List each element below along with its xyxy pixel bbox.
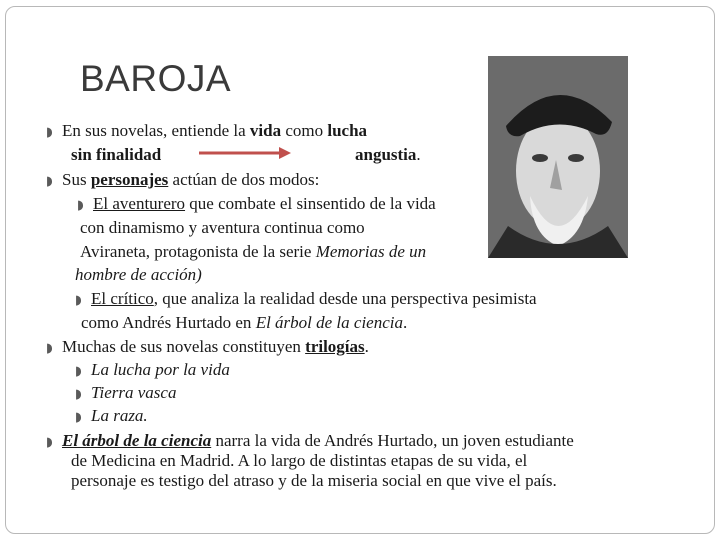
text: , que analiza la realidad desde una perspectiva pesimista [153, 289, 537, 308]
bullet-icon: ◗ [46, 125, 53, 140]
bullet-icon: ◗ [46, 174, 53, 189]
bold-text: lucha [327, 121, 368, 140]
trilogy-item-3 [75, 406, 148, 428]
bullet-icon: ◗ [75, 387, 82, 402]
text: narra la vida de Andrés Hurtado, un joven estudiante [211, 431, 574, 450]
bold-underlined-text: personajes [90, 170, 169, 189]
bullet-icon: ◗ [46, 435, 53, 450]
trilogy-item-2 [75, 383, 176, 405]
bullet-icon: ◗ [75, 293, 82, 308]
bold-text: vida [249, 121, 282, 140]
bold-italic-underlined-text: El árbol de la ciencia [62, 431, 212, 450]
text: . [416, 145, 421, 164]
bullet-line-1c [355, 145, 421, 165]
bullet-line-4b: de Medicina en Madrid. A lo largo de distintas etapas de su vida, el [71, 451, 528, 470]
underlined-text: El crítico [91, 289, 154, 308]
text: Muchas de sus novelas constituyen [62, 337, 306, 356]
text: actúan de dos modos: [168, 170, 320, 189]
slide-title: BAROJA [80, 58, 232, 99]
sub-bullet-line-1b: con dinamismo y aventura continua como [80, 218, 365, 237]
underlined-text: El aventurero [93, 194, 186, 213]
sub-bullet-line-1d [75, 265, 202, 285]
sub-bullet-line-2b [81, 313, 407, 333]
text: como [281, 121, 328, 140]
bullet-line-4 [46, 431, 574, 453]
text: que combate el sinsentido de la vida [185, 194, 436, 213]
bold-text: angustia [355, 145, 417, 164]
text: Aviraneta, protagonista de la serie [80, 242, 316, 261]
bullet-icon: ◗ [75, 364, 82, 379]
sub-bullet-line-1 [77, 194, 436, 216]
text: . [364, 337, 369, 356]
trilogy-item-1 [75, 360, 230, 382]
sub-bullet-line-2 [75, 289, 537, 311]
bullet-icon: ◗ [75, 410, 82, 425]
arrow-icon [197, 146, 293, 160]
bullet-line-3 [46, 337, 369, 359]
italic-text: Memorias de un [315, 242, 427, 261]
bullet-line-2 [46, 170, 319, 192]
portrait-photo [488, 56, 628, 258]
text: Sus [62, 170, 91, 189]
italic-text: Tierra vasca [91, 383, 177, 402]
italic-text: La raza. [91, 406, 148, 425]
bullet-icon: ◗ [77, 198, 84, 213]
sub-bullet-line-1c [80, 242, 426, 262]
bullet-line-1 [46, 121, 367, 143]
bullet-line-1b [71, 145, 161, 165]
italic-text: La lucha por la vida [91, 360, 230, 379]
bullet-icon: ◗ [46, 341, 53, 356]
text: como Andrés Hurtado en [81, 313, 256, 332]
text: . [403, 313, 408, 332]
text: En sus novelas, entiende la [62, 121, 250, 140]
italic-text: El árbol de la ciencia [255, 313, 403, 332]
bold-underlined-text: trilogías [305, 337, 365, 356]
bold-text: sin finalidad [71, 145, 162, 164]
italic-text: hombre de acción) [75, 265, 202, 284]
bullet-line-4c: personaje es testigo del atraso y de la miseria social en que vive el país. [71, 471, 557, 490]
